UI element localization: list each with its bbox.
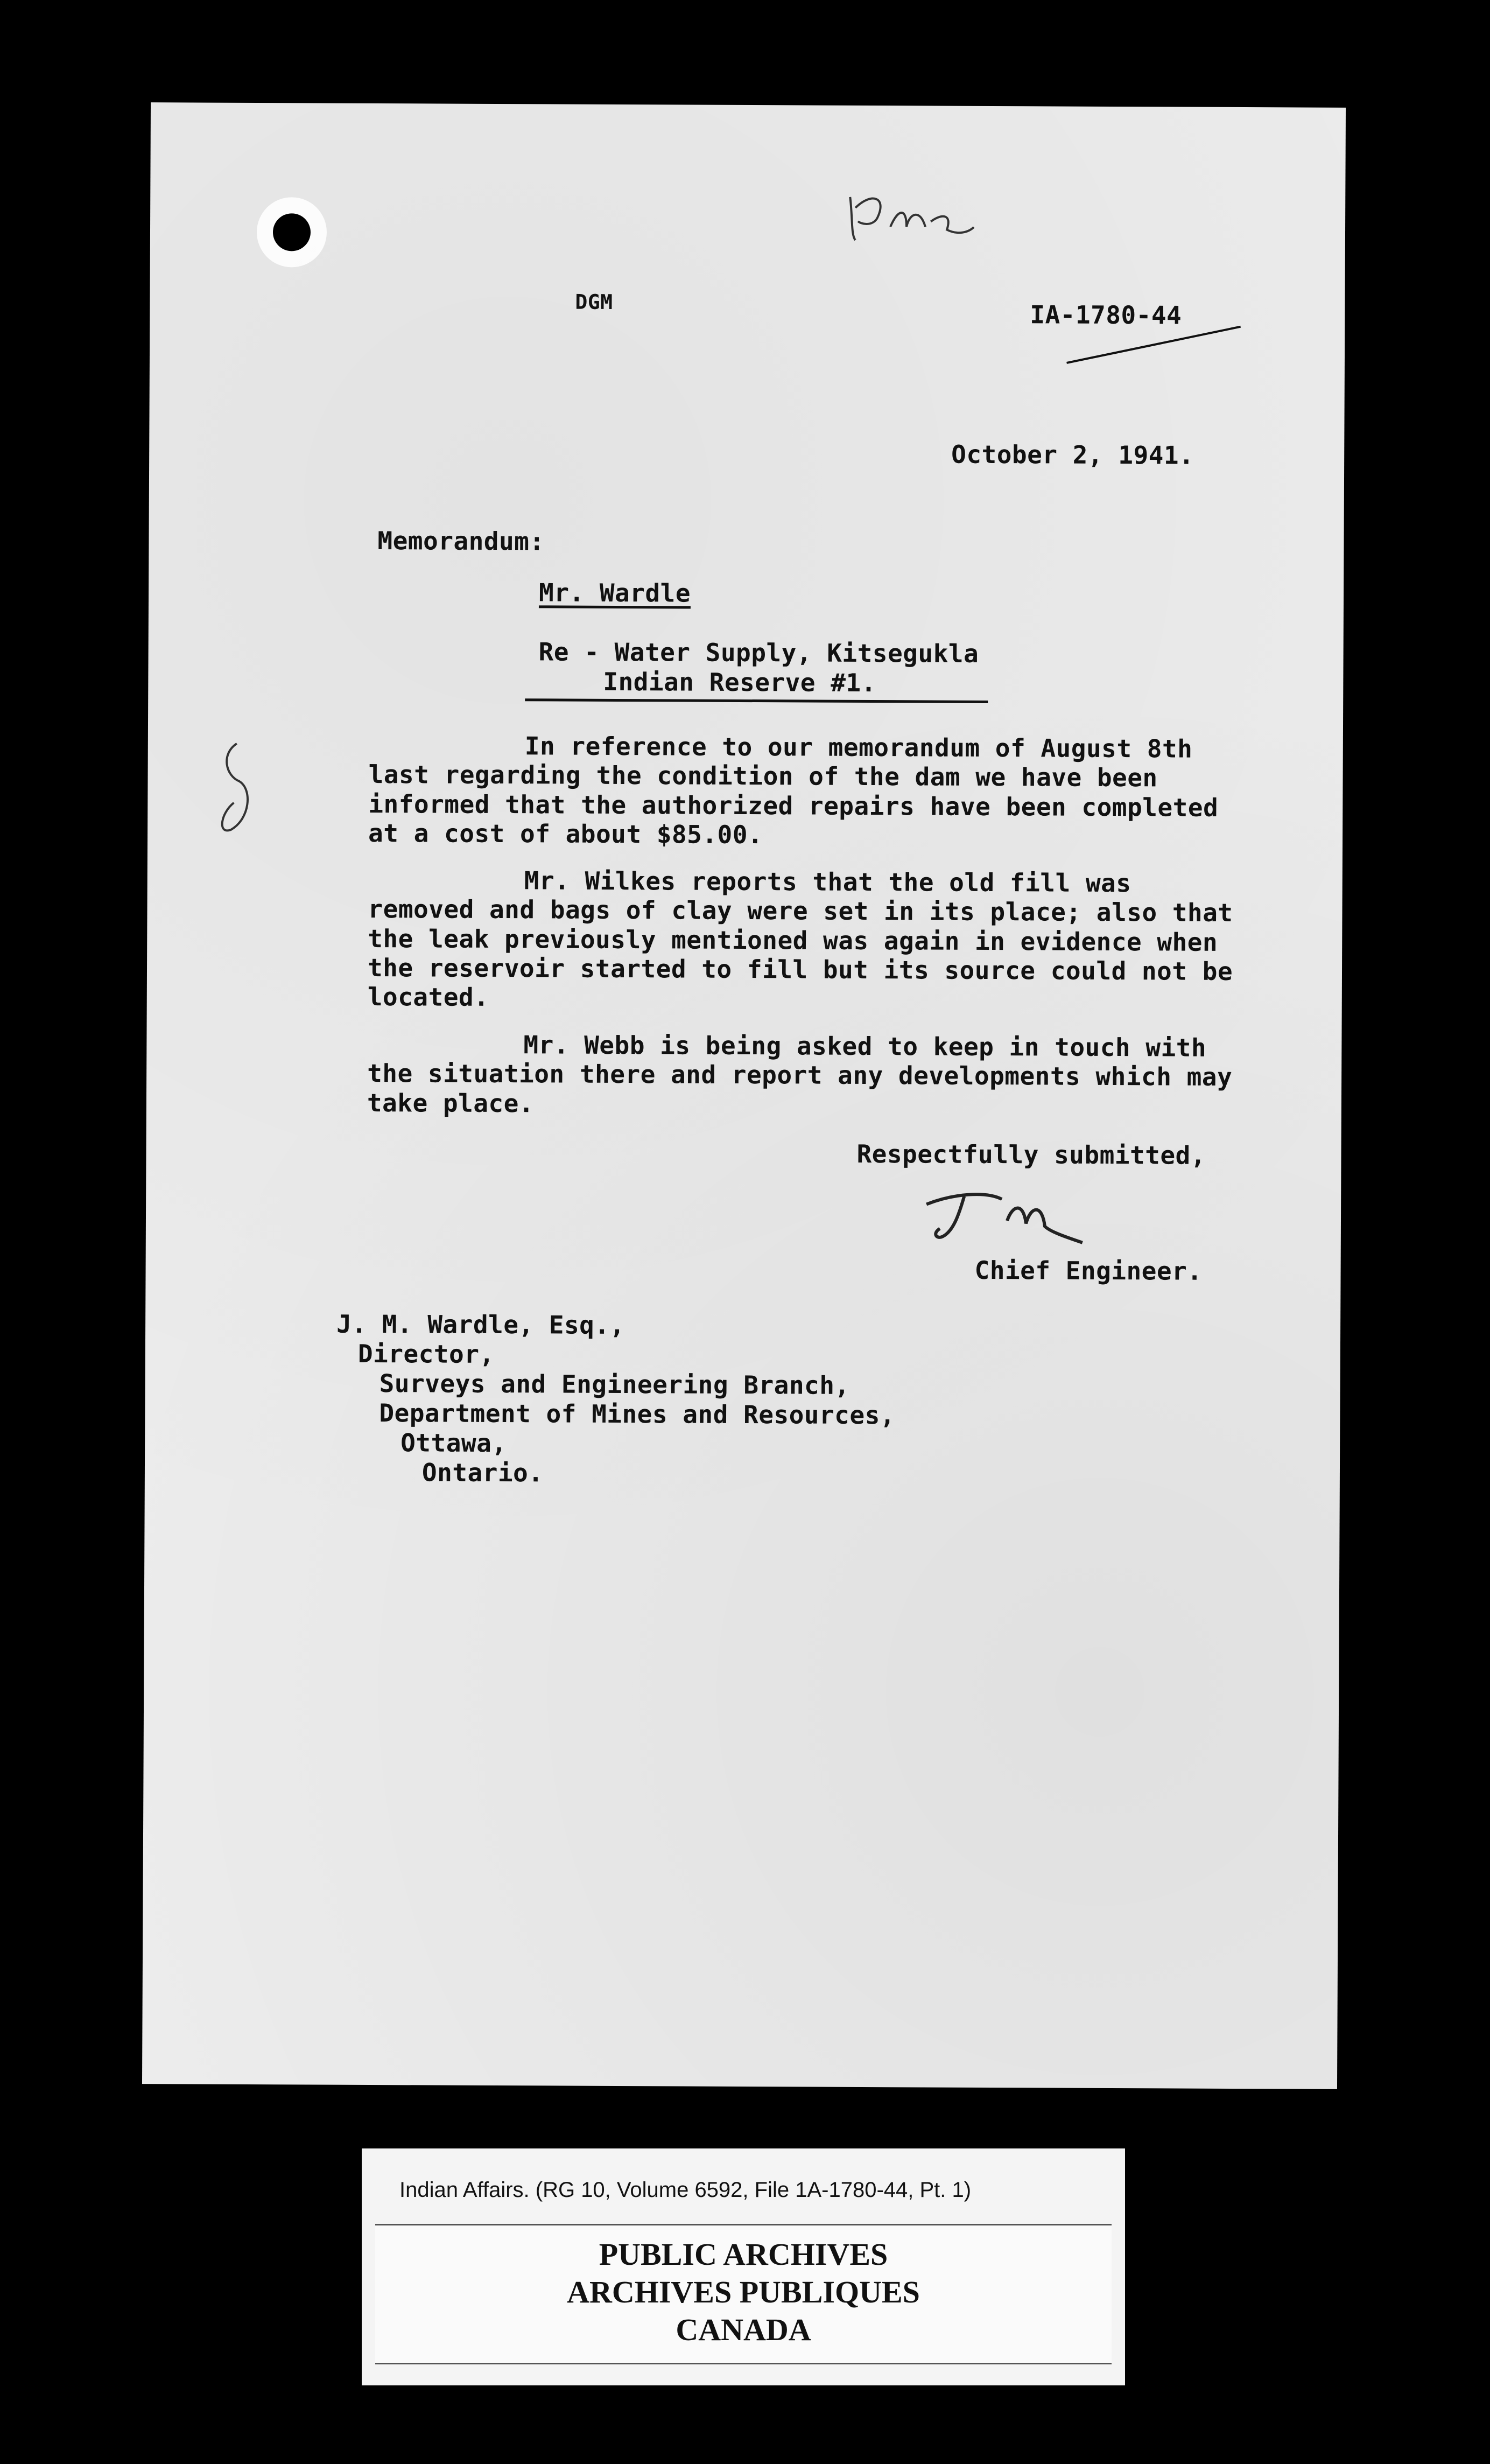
archive-stamp	[375, 2224, 1112, 2364]
body-paragraph-1: In reference to our memorandum of August 8th last regarding the condition of the dam we have been informed that the authorized repairs have been completed at a cost of about $85.00.	[368, 731, 1219, 849]
memo-recipient: Mr. Wardle	[538, 578, 691, 608]
memo-page	[142, 102, 1346, 2089]
file-number-strike	[1066, 326, 1241, 364]
archive-line-2: ARCHIVES PUBLIQUES	[567, 2274, 920, 2309]
signer-title: Chief Engineer.	[974, 1255, 1203, 1286]
punch-hole	[273, 213, 311, 251]
archive-label	[362, 2148, 1125, 2385]
archive-reference: Indian Affairs. (RG 10, Volume 6592, File 1A-1780-44, Pt. 1)	[399, 2178, 972, 2202]
handwritten-initials-top	[839, 176, 980, 257]
archive-line-1: PUBLIC ARCHIVES	[599, 2237, 888, 2272]
file-number: IA-1780-44	[1030, 300, 1182, 330]
address-line-5: Ottawa,	[400, 1428, 507, 1458]
address-line-3: Surveys and Engineering Branch,	[379, 1369, 850, 1400]
address-line-1: J. M. Wardle, Esq.,	[336, 1309, 625, 1340]
memo-subject-line1: Re - Water Supply, Kitsegukla	[538, 637, 979, 668]
archive-line-3: CANADA	[676, 2312, 811, 2347]
typist-initials: DGM	[575, 290, 613, 314]
subject-underline	[525, 698, 988, 703]
signature	[921, 1172, 1094, 1253]
address-line-2: Director,	[357, 1339, 495, 1369]
margin-handwritten-mark	[209, 738, 258, 841]
memo-date: October 2, 1941.	[951, 439, 1194, 470]
address-line-4: Department of Mines and Resources,	[379, 1398, 896, 1430]
body-paragraph-3: Mr. Webb is being asked to keep in touch with the situation there and report any developments which may take place.	[367, 1030, 1233, 1118]
memo-heading: Memorandum:	[377, 526, 545, 556]
address-line-6: Ontario.	[421, 1458, 544, 1488]
body-paragraph-2: Mr. Wilkes reports that the old fill was removed and bags of clay were set in its place; also that the leak previously mentioned was again in evidence when the reservoir started to fill but its source could not be located.	[367, 866, 1233, 1012]
complimentary-close: Respectfully submitted,	[856, 1139, 1206, 1170]
memo-subject-line2: Indian Reserve #1.	[603, 667, 876, 698]
